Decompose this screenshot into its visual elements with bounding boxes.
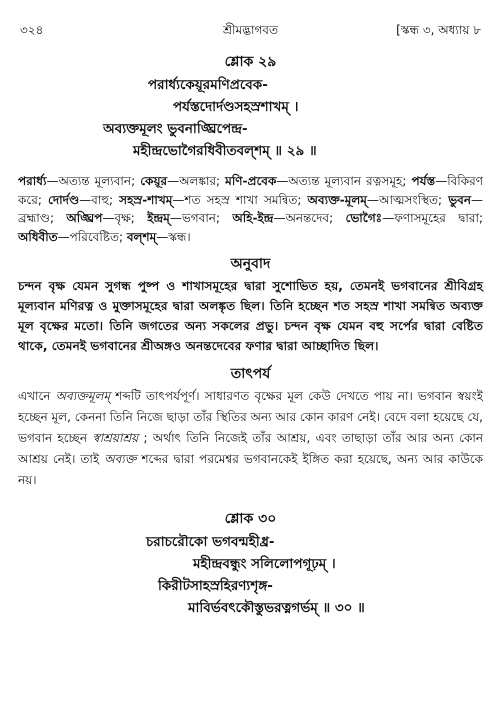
verse-line: মহীন্দ্রভোগৈরধিবীতবল্‌শম্ ॥ ২৯ ॥ [133,143,317,159]
synonym-entry: ভুবন—ব্রহ্মাণ্ড; [18,192,483,225]
verse-line: পর্যস্তদোর্দণ্ডসহস্রশাখম্ । [173,99,299,115]
synonym-entry: অহি-ইন্দ্র—অনন্তদেব; [232,211,346,225]
verse-line: মাবির্ভবৎকৌস্তুভরত্নগর্ভম্ ॥ ৩০ ॥ [188,600,365,616]
verse-line: মহীন্দ্রবন্ধুং সলিলোপগূঢ়ম্ । [193,556,336,572]
synonym-entry: ভোগৈঃ—ফণাসমূহের দ্বারা; [345,211,483,225]
purport-heading: তাৎপর্য [230,366,271,382]
purport-text: এখানে অব্যক্তমূলম্ শব্দটি তাৎপর্যপূর্ণ। সাধারণত বৃক্ষের মূল কেউ দেখতে পায় না। ভগবান স্বয়ংই হচ্ছেন মূল, কেননা তিনি নিজে ছাড়া তাঁর স্থিতির অন্য আর কোন কারণ নেই। বেদে বলা হয়েছে যে, ভগবান হচ্ছেন স্বাশ্রয়াশ্রয় ; অর্থাৎ তিনি নিজেই তাঁর আশ্রয়, এবং তাছাড়া তাঁর আর অন্য কোন আশ্রয় নেই। তাই অব্যক্ত শব্দের দ্বারা পরমেশ্বর ভগবানকেই ইঙ্গিত করা হয়েছে, অন্য আর কাউকে নয়। [18,389,483,487]
verse-line: অব্যক্তমূলং ভুবনাঙ্ঘ্রিপেন্দ্র- [103,121,248,137]
italic-term: অব্যক্ত [104,452,137,466]
page-number: ৩২৪ [20,23,44,37]
synonym-entry: পরার্ধ্য—অত্যন্ত মূল্যবান; [18,174,141,188]
book-title: শ্রীমদ্ভাগবত [222,23,278,37]
verse-line: চরাচরৌকো ভগবন্মহীধ্র- [146,534,275,550]
italic-term: স্বাশ্রয়াশ্রয় [92,431,139,445]
synonym-entry: পর্যস্ত—বিকিরণ করে; [18,174,483,207]
translation-text: চন্দন বৃক্ষ যেমন সুগন্ধ পুষ্প ও শাখাসমূহের দ্বারা সুশোভিত হয়, তেমনই ভগবানের শ্রীবিগ্রহ মূল্যবান মণিরত্ন ও মুক্তাসমূহের দ্বারা অলঙ্কৃত ছিল। তিনি হচ্ছেন শত সহস্র শাখা সমন্বিত অব্যক্ত মূল বৃক্ষের মতো। তিনি জগতের অন্য সকলের প্রভু। চন্দন বৃক্ষ যেমন বহু সর্পের দ্বারা বেষ্টিত থাকে, তেমনই ভগবানের শ্রীঅঙ্গও অনন্তদেবের ফণার দ্বারা আচ্ছাদিত ছিল। [18,279,483,353]
synonym-entry: ইন্দ্রম্—ভগবান; [147,211,233,225]
synonym-entry: সহস্র-শাখম্—শত সহস্র শাখা সমন্বিত; [119,192,308,207]
synonym-entry: অব্যক্ত-মূলম্—আত্মসংস্থিত; [307,192,449,207]
synonym-entry: বল্‌শম্—স্কন্ধ। [126,229,191,244]
synonym-entry: অধিবীত—পরিবেষ্টিত; [18,229,127,244]
page-header [18,18,483,40]
translation-heading: অনুবাদ [230,256,271,272]
verse-29 [18,50,483,162]
italic-term: অব্যক্তমূলম্ [55,389,111,403]
synonym-entry: অঙ্ঘ্রিপ—বৃক্ষ; [66,211,148,225]
verse-30 [18,507,483,619]
synonym-entry: কেয়ূর—অলঙ্কার; [140,174,226,188]
synonym-entry: দোর্দণ্ড—বাহু; [48,192,120,207]
section-reference: [স্কন্ধ ৩, অধ্যায় ৮ [396,23,481,37]
verse-number: শ্লোক ৩০ [224,511,277,527]
verse-line: পরার্ধ্যকেয়ূরমণিপ্রবেক- [148,77,268,93]
word-synonyms [18,172,483,246]
synonym-entry: মণি-প্রবেক—অত্যন্ত মূল্যবান রত্নসমূহ; [225,174,412,188]
verse-line: কিরীটসাহস্রহিরণ্যশৃঙ্গ- [158,578,273,594]
verse-number: শ্লোক ২৯ [224,54,277,70]
